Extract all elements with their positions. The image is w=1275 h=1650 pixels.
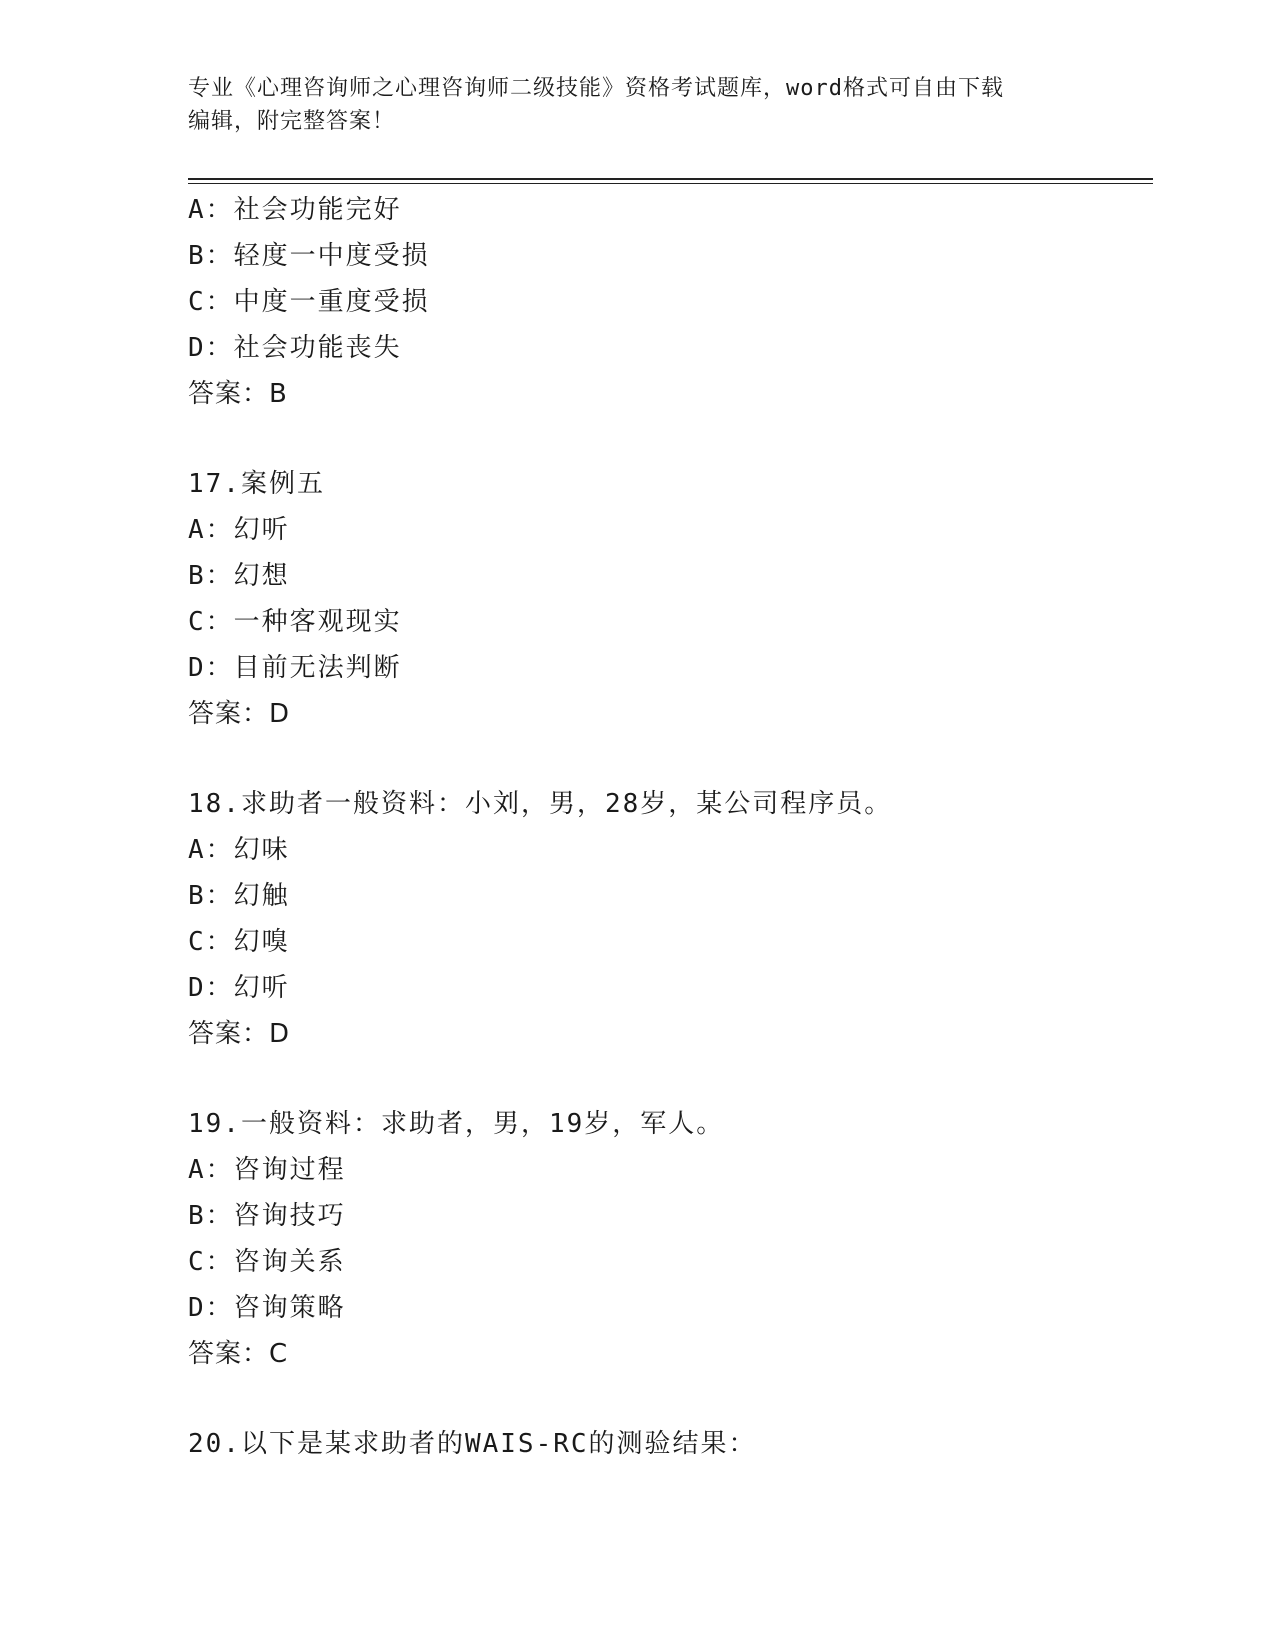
spacer (188, 1377, 1148, 1421)
header-divider-thick (188, 178, 1153, 180)
answer: 答案：D (188, 1019, 291, 1049)
option-b: B：幻想 (188, 561, 290, 591)
answer: 答案：D (188, 699, 291, 729)
question-stem: 18.求助者一般资料：小刘，男，28岁，某公司程序员。 (188, 789, 893, 819)
question-20 (188, 1421, 1148, 1467)
question-17 (188, 461, 1148, 737)
spacer (188, 417, 1148, 461)
option-b: B：轻度一中度受损 (188, 241, 430, 271)
spacer (188, 737, 1148, 781)
question-16 (188, 187, 1148, 417)
option-a: A：咨询过程 (188, 1155, 346, 1185)
option-c: C：一种客观现实 (188, 607, 402, 637)
header-divider-thin (188, 183, 1153, 184)
option-d: D：目前无法判断 (188, 653, 402, 683)
question-stem: 20.以下是某求助者的WAIS-RC的测验结果： (188, 1429, 757, 1459)
option-d: D：咨询策略 (188, 1293, 346, 1323)
answer: 答案：C (188, 1339, 289, 1369)
option-c: C：中度一重度受损 (188, 287, 430, 317)
question-stem: 19.一般资料：求助者，男，19岁，军人。 (188, 1109, 725, 1139)
option-a: A：幻味 (188, 835, 290, 865)
option-d: D：社会功能丧失 (188, 333, 402, 363)
option-b: B：幻触 (188, 881, 290, 911)
header-line-1: 专业《心理咨询师之心理咨询师二级技能》资格考试题库，word格式可自由下载 (188, 76, 1004, 101)
spacer (188, 1057, 1148, 1101)
option-b: B：咨询技巧 (188, 1201, 346, 1231)
option-c: C：咨询关系 (188, 1247, 346, 1277)
option-c: C：幻嗅 (188, 927, 290, 957)
header-line-2: 编辑，附完整答案！ (188, 109, 396, 134)
question-list (188, 187, 1148, 1467)
question-18 (188, 781, 1148, 1057)
option-d: D：幻听 (188, 973, 290, 1003)
document-header (188, 72, 1088, 138)
option-a: A：幻听 (188, 515, 290, 545)
question-stem: 17.案例五 (188, 469, 325, 499)
answer: 答案：B (188, 379, 288, 409)
question-19 (188, 1101, 1148, 1377)
option-a: A：社会功能完好 (188, 195, 402, 225)
